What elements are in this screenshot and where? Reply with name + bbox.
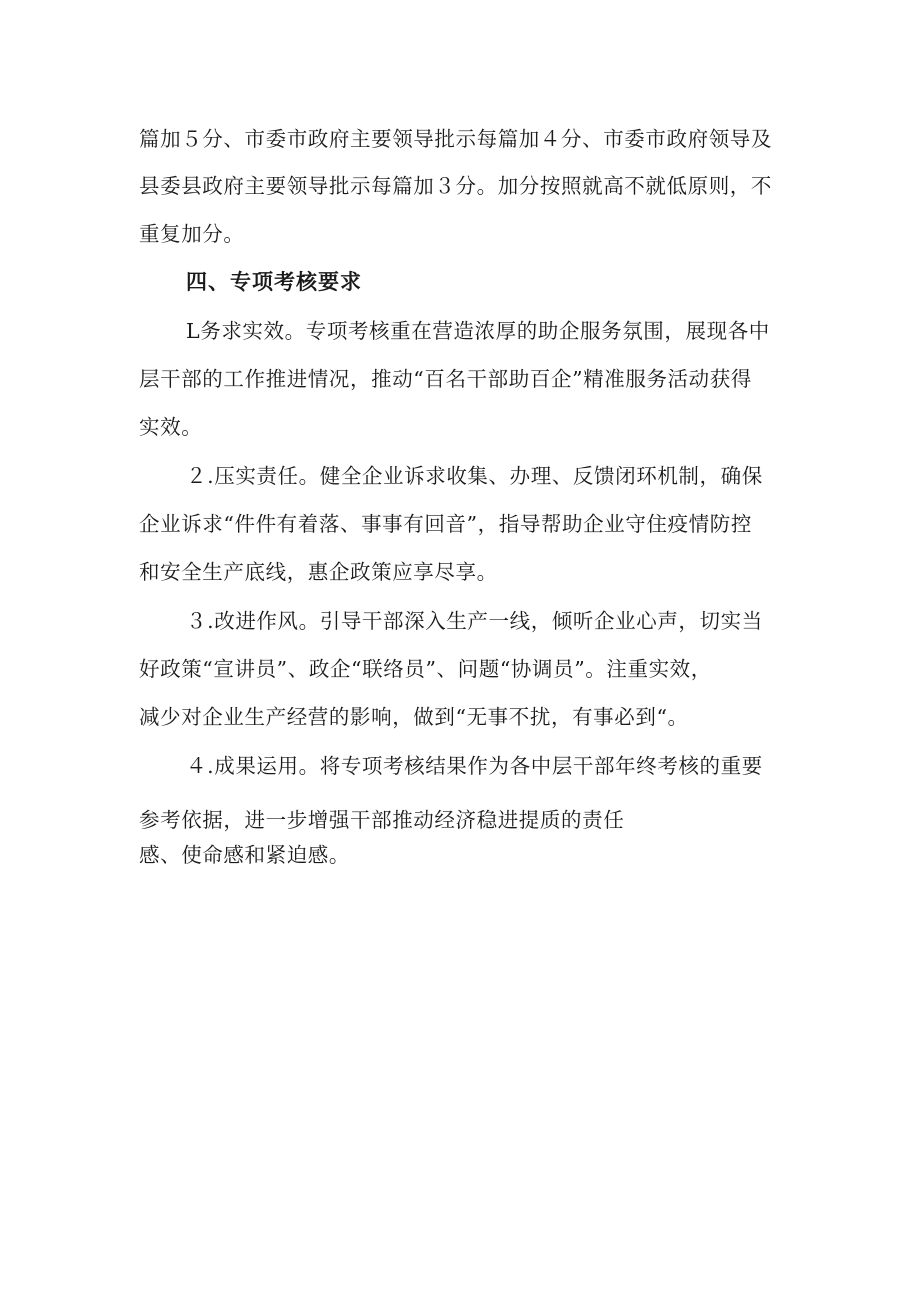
item-1-line-1: L务求实效。专项考核重在营造浓厚的助企服务氛围，展现各中: [186, 319, 770, 343]
item-4-line-2: 参考依据，进一步增强干部推动经济稳进提质的责任: [139, 808, 625, 832]
intro-line-3: 重复加分。: [139, 222, 245, 246]
item-2-line-3: 和安全生产底线，惠企政策应享尽享。: [139, 560, 498, 584]
item-4-line-1: ４.成果运用。将专项考核结果作为各中层干部年终考核的重要: [186, 754, 763, 778]
item-3-line-2: 好政策“宣讲员”、政企“联络员”、问题“协调员”。注重实效，: [139, 657, 712, 681]
item-3-line-3: 减少对企业生产经营的影响，做到“无事不扰，有事必到“。: [139, 705, 689, 729]
item-2-line-2: 企业诉求“件件有着落、事事有回音”，指导帮助企业守住疫情防控: [139, 512, 752, 536]
item-3-line-1: ３.改进作风。引导干部深入生产一线，倾听企业心声，切实当: [186, 609, 763, 633]
intro-line-2: 县委县政府主要领导批示每篇加３分。加分按照就高不就低原则，不: [139, 174, 772, 198]
item-1-line-2: 层干部的工作推进情况，推动“百名干部助百企”精准服务活动获得: [139, 367, 752, 391]
item-2-line-1: ２.压实责任。健全企业诉求收集、办理、反馈闭环机制，确保: [186, 464, 763, 488]
item-1-line-3: 实效。: [139, 415, 203, 439]
intro-line-1: 篇加５分、市委市政府主要领导批示每篇加４分、市委市政府领导及: [139, 127, 772, 151]
item-4-line-3: 感、使命感和紧迫感。: [139, 843, 350, 867]
section-heading: 四、专项考核要求: [186, 270, 362, 294]
